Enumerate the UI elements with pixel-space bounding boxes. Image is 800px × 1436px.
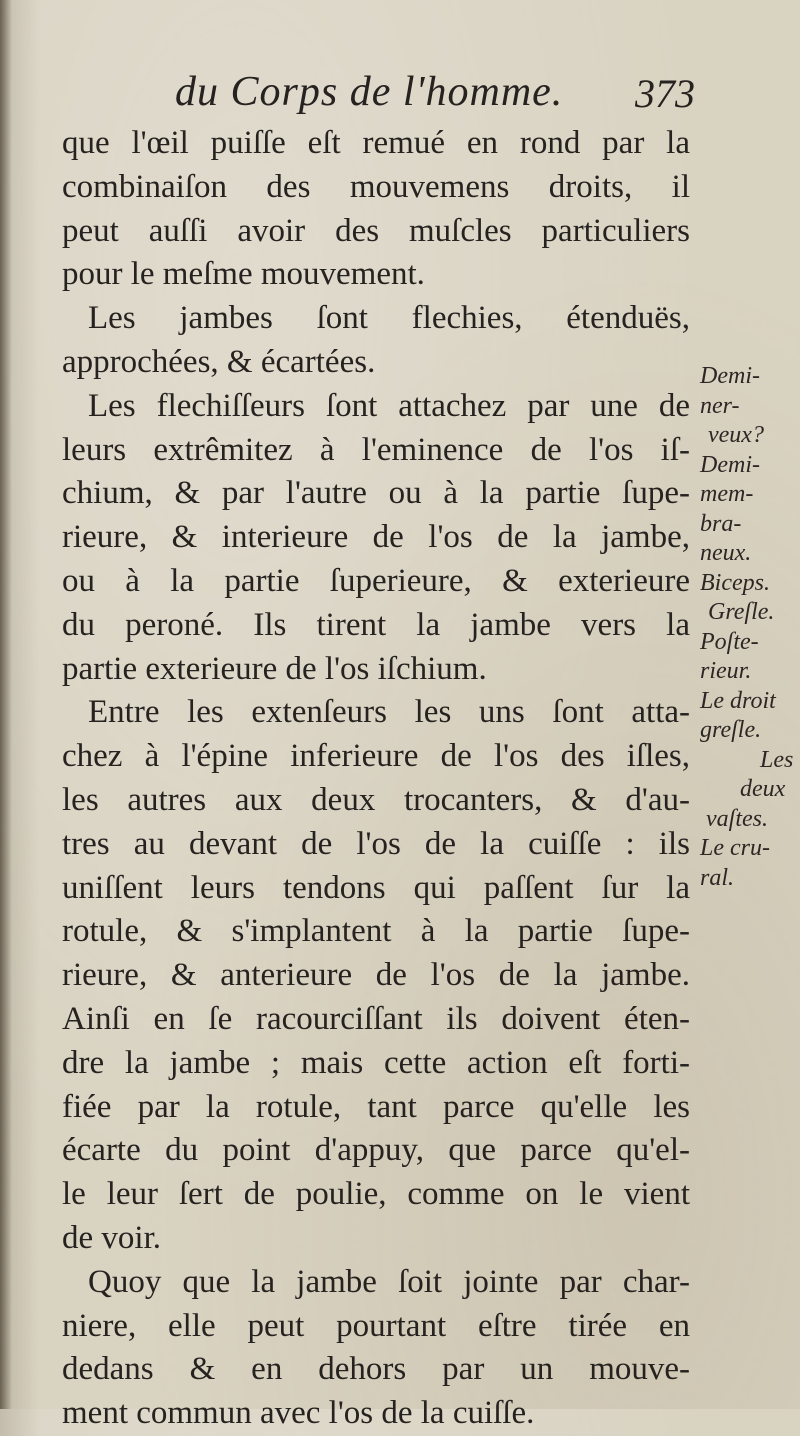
text-line: ment commun avec l'os de la cuiſſe. <box>62 1395 535 1432</box>
margin-note: Le cru- <box>700 835 770 861</box>
margin-note: Biceps. <box>700 569 770 596</box>
text-line: rotule, & s'implantent à la partie ſupe- <box>62 913 690 950</box>
text-line: Quoy que la jambe ſoit jointe par char- <box>88 1263 690 1300</box>
text-line: peut auſſi avoir des muſcles particuliers <box>62 212 690 249</box>
margin-note: Le droit <box>700 687 776 714</box>
margin-note: neux. <box>700 540 752 566</box>
margin-note: ner- <box>700 392 740 419</box>
margin-note: deux <box>740 776 786 802</box>
text-line: le leur ſert de poulie, comme on le vient <box>62 1176 690 1213</box>
page-number: 373 <box>635 71 695 116</box>
text-line: Les flechiſſeurs ſont attachez par une de <box>88 387 690 424</box>
text-line: dre la jambe ; mais cette action eſt forti- <box>62 1044 690 1081</box>
text-line: approchées, & écartées. <box>62 343 376 380</box>
text-line: Les jambes ſont flechies, étenduës, <box>88 300 690 337</box>
body-text <box>62 122 690 1436</box>
margin-note: Demi- <box>700 451 760 478</box>
margin-note: vaſtes. <box>706 805 768 832</box>
text-line: fiée par la rotule, tant parce qu'elle les <box>62 1088 690 1125</box>
text-line: pour le meſme mouvement. <box>62 256 425 293</box>
text-line: combinaiſon des mouvemens droits, il <box>62 168 690 205</box>
text-line: tres au devant de l'os de la cuiſſe : ils <box>62 825 690 862</box>
text-line: rieure, & anterieure de l'os de la jambe. <box>62 957 690 994</box>
margin-note: mem- <box>700 481 754 507</box>
margin-note: Greſle. <box>708 599 775 625</box>
margin-note: veux? <box>708 422 764 448</box>
text-line: chium, & par l'autre ou à la partie ſupe- <box>62 475 690 512</box>
margin-note: Demi- <box>700 363 760 389</box>
margin-note: ral. <box>700 864 735 891</box>
text-line: chez à l'épine inferieure de l'os des iſles, <box>62 738 690 775</box>
text-line: rieure, & interieure de l'os de la jambe, <box>62 519 690 556</box>
margin-note: greſle. <box>700 717 762 743</box>
text-line: de voir. <box>62 1219 161 1256</box>
text-line: les autres aux deux trocanters, & d'au- <box>62 781 690 818</box>
text-line: écarte du point d'appuy, que parce qu'el- <box>62 1132 690 1169</box>
text-line: du peroné. Ils tirent la jambe vers la <box>62 606 690 643</box>
text-line: ou à la partie ſuperieure, & exterieure <box>62 562 690 599</box>
text-line: partie exterieure de l'os iſchium. <box>62 650 487 687</box>
text-line: Ainſi en ſe racourciſſant ils doivent éten- <box>62 1000 690 1037</box>
text-line: Entre les extenſeurs les uns ſont atta- <box>88 694 690 731</box>
margin-note: bra- <box>700 510 742 537</box>
running-title: du Corps de l'homme. <box>175 69 564 115</box>
text-line: uniſſent leurs tendons qui paſſent ſur la <box>62 869 690 906</box>
text-line: leurs extrêmitez à l'eminence de l'os iſ- <box>62 431 690 468</box>
text-line: dedans & en dehors par un mouve- <box>62 1351 690 1388</box>
margin-note: Les <box>760 746 794 773</box>
text-line: niere, elle peut pourtant eſtre tirée en <box>62 1307 690 1344</box>
margin-notes <box>700 362 798 893</box>
margin-note: Poſte- <box>700 628 759 655</box>
page-binding-edge <box>0 0 12 1409</box>
margin-note: rieur. <box>700 658 752 684</box>
page-header <box>175 68 695 128</box>
text-line: que l'œil puiſſe eſt remué en rond par la <box>62 125 690 161</box>
